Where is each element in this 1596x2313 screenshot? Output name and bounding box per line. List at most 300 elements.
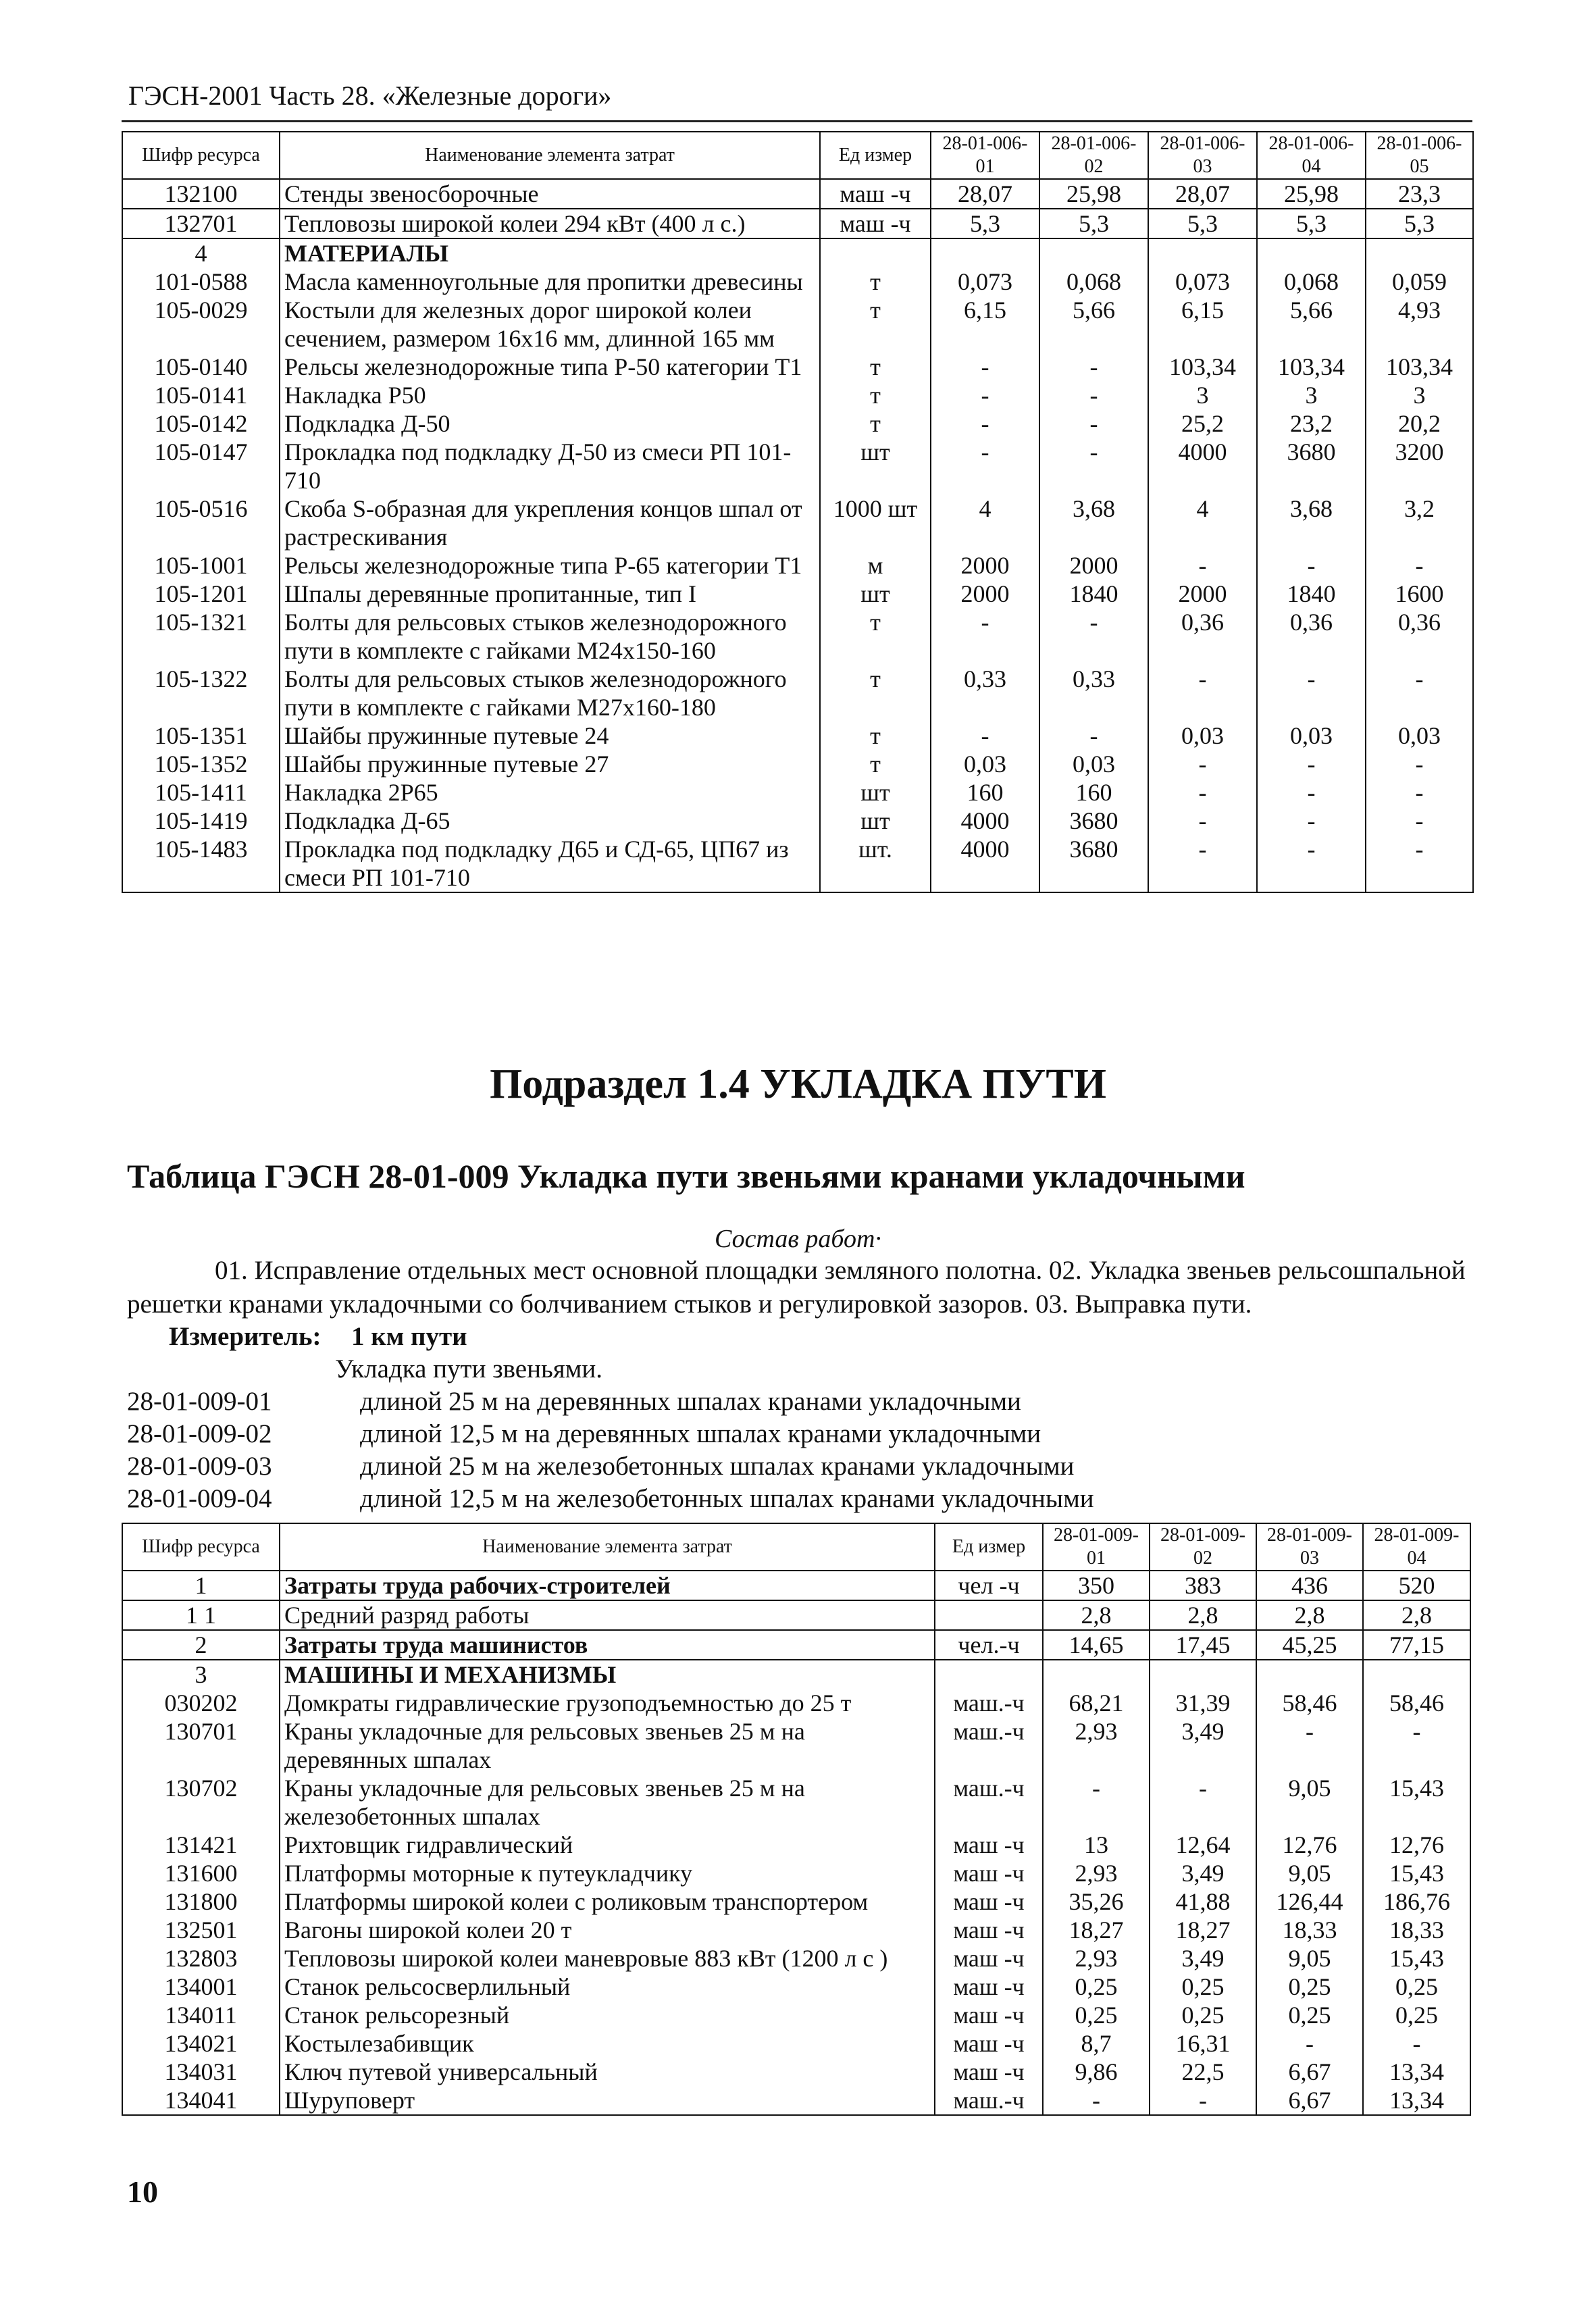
value-cell: - <box>1256 1717 1363 1774</box>
value-cell: 160 <box>1039 778 1148 807</box>
norm-code-item <box>127 1386 1021 1417</box>
value-cell: 186,76 <box>1363 1887 1470 1916</box>
value-cell: 3,2 <box>1366 494 1473 551</box>
value-cell: - <box>1257 665 1366 721</box>
value-cell: 0,25 <box>1150 2001 1256 2029</box>
work-composition-title: Состав работ· <box>715 1225 881 1253</box>
unit-cell: маш.-ч <box>935 1717 1043 1774</box>
value-cell: 4,93 <box>1366 296 1473 353</box>
value-cell: 0,25 <box>1256 1973 1363 2001</box>
norm-code-item <box>127 1419 1041 1449</box>
resource-name-cell: Болты для рельсовых стыков железнодорожного пути в комплекте с гайками М27х160-180 <box>280 665 820 721</box>
value-cell: 2,8 <box>1043 1600 1150 1630</box>
resource-name-cell: МАТЕРИАЛЫ <box>280 238 820 268</box>
value-cell: 18,33 <box>1256 1916 1363 1944</box>
resource-name-cell: Шуруповерт <box>280 2086 935 2115</box>
resource-code-cell: 030202 <box>122 1689 280 1717</box>
value-cell: - <box>1039 608 1148 665</box>
value-cell: 5,3 <box>1148 209 1257 238</box>
value-cell <box>1043 1660 1150 1689</box>
table-row <box>122 1571 1470 1600</box>
header-cell: 28-01-009-02 <box>1150 1523 1256 1571</box>
resource-code-cell: 105-1201 <box>122 580 280 608</box>
value-cell: 3,68 <box>1257 494 1366 551</box>
table-row <box>122 381 1473 409</box>
table-row <box>122 807 1473 835</box>
resource-name-cell: Масла каменноугольные для пропитки древесины <box>280 268 820 296</box>
value-cell: 2000 <box>931 580 1039 608</box>
value-cell: 3,49 <box>1150 1717 1256 1774</box>
value-cell: - <box>1150 1774 1256 1831</box>
table-row <box>122 179 1473 209</box>
norm-code-item <box>127 1451 1075 1481</box>
value-cell: 0,25 <box>1043 1973 1150 2001</box>
resource-code-cell: 105-0141 <box>122 381 280 409</box>
value-cell: 0,33 <box>931 665 1039 721</box>
unit-cell: т <box>820 381 931 409</box>
table-row <box>122 1774 1470 1831</box>
value-cell: 2000 <box>1148 580 1257 608</box>
header-cell: 28-01-009-04 <box>1363 1523 1470 1571</box>
header-cell: Наименование элемента затрат <box>280 132 820 179</box>
resource-name-cell: Болты для рельсовых стыков железнодорожного пути в комплекте с гайками М24х150-160 <box>280 608 820 665</box>
unit-cell: маш.-ч <box>935 1689 1043 1717</box>
unit-cell: шт. <box>820 835 931 892</box>
value-cell: - <box>1039 438 1148 494</box>
value-cell: - <box>1257 750 1366 778</box>
header-cell: 28-01-009-03 <box>1256 1523 1363 1571</box>
resource-code-cell: 105-1419 <box>122 807 280 835</box>
value-cell: 3,68 <box>1039 494 1148 551</box>
unit-cell: т <box>820 268 931 296</box>
page-number: 10 <box>127 2175 158 2209</box>
value-cell: 0,03 <box>1039 750 1148 778</box>
value-cell: - <box>1148 665 1257 721</box>
header-cell: 28-01-006-03 <box>1148 132 1257 179</box>
resource-name-cell: Краны укладочные для рельсовых звеньев 25 м на деревянных шпалах <box>280 1717 935 1774</box>
resource-code-cell: 105-1001 <box>122 551 280 580</box>
value-cell: 0,059 <box>1366 268 1473 296</box>
value-cell: 4000 <box>1148 438 1257 494</box>
value-cell: - <box>1039 381 1148 409</box>
value-cell <box>1363 1660 1470 1689</box>
header-cell: 28-01-009-01 <box>1043 1523 1150 1571</box>
resource-name-cell: Костыли для железных дорог широкой колеи сечением, размером 16х16 мм, длинной 165 мм <box>280 296 820 353</box>
value-cell: - <box>1257 551 1366 580</box>
value-cell: 12,64 <box>1150 1831 1256 1859</box>
resource-code-cell: 131800 <box>122 1887 280 1916</box>
table-row <box>122 2029 1470 2058</box>
value-cell: 4000 <box>931 807 1039 835</box>
value-cell: 0,073 <box>931 268 1039 296</box>
value-cell: 9,86 <box>1043 2058 1150 2086</box>
value-cell: 1840 <box>1039 580 1148 608</box>
unit-cell: маш -ч <box>935 2001 1043 2029</box>
resource-table-009 <box>122 1523 1471 2116</box>
value-cell: 2,93 <box>1043 1859 1150 1887</box>
value-cell: 35,26 <box>1043 1887 1150 1916</box>
resource-name-cell: Вагоны широкой колеи 20 т <box>280 1916 935 1944</box>
resource-code-cell: 105-1411 <box>122 778 280 807</box>
value-cell: 23,2 <box>1257 409 1366 438</box>
value-cell: 9,05 <box>1256 1774 1363 1831</box>
value-cell: 0,25 <box>1256 2001 1363 2029</box>
value-cell: 25,2 <box>1148 409 1257 438</box>
value-cell: 41,88 <box>1150 1887 1256 1916</box>
running-header: ГЭСН-2001 Часть 28. «Железные дороги» <box>128 80 612 111</box>
resource-code-cell: 105-0147 <box>122 438 280 494</box>
value-cell: 20,2 <box>1366 409 1473 438</box>
resource-name-cell: Станок рельсорезный <box>280 2001 935 2029</box>
table-row <box>122 1600 1470 1630</box>
value-cell: 45,25 <box>1256 1630 1363 1660</box>
value-cell: 0,03 <box>1257 721 1366 750</box>
resource-code-cell: 105-0516 <box>122 494 280 551</box>
value-cell: - <box>1257 807 1366 835</box>
unit-cell: маш.-ч <box>935 2086 1043 2115</box>
resource-code-cell: 3 <box>122 1660 280 1689</box>
unit-cell: т <box>820 665 931 721</box>
resource-code-cell: 132100 <box>122 179 280 209</box>
value-cell: 13 <box>1043 1831 1150 1859</box>
unit-cell: чел -ч <box>935 1571 1043 1600</box>
value-cell: 22,5 <box>1150 2058 1256 2086</box>
resource-table-006 <box>122 131 1474 893</box>
value-cell: 0,36 <box>1148 608 1257 665</box>
resource-code-cell: 101-0588 <box>122 268 280 296</box>
header-rule <box>122 120 1472 122</box>
value-cell: 2,93 <box>1043 1944 1150 1973</box>
table-title: Таблица ГЭСН 28-01-009 Укладка пути звеньями кранами укладочными <box>127 1157 1245 1195</box>
unit-cell: м <box>820 551 931 580</box>
resource-code-cell: 130702 <box>122 1774 280 1831</box>
norm-code-item <box>127 1483 1094 1514</box>
value-cell: 28,07 <box>1148 179 1257 209</box>
unit-cell: маш -ч <box>935 1859 1043 1887</box>
table-row <box>122 409 1473 438</box>
value-cell: - <box>1363 1717 1470 1774</box>
unit-cell <box>820 238 931 268</box>
value-cell: - <box>1148 551 1257 580</box>
header-cell: Шифр ресурса <box>122 132 280 179</box>
value-cell: 77,15 <box>1363 1630 1470 1660</box>
value-cell: - <box>931 409 1039 438</box>
resource-code-cell: 2 <box>122 1630 280 1660</box>
value-cell: 103,34 <box>1366 353 1473 381</box>
value-cell: 13,34 <box>1363 2086 1470 2115</box>
value-cell: 6,67 <box>1256 2086 1363 2115</box>
table-row <box>122 1689 1470 1717</box>
value-cell: 15,43 <box>1363 1944 1470 1973</box>
value-cell: 0,36 <box>1257 608 1366 665</box>
table-row <box>122 721 1473 750</box>
value-cell: 18,27 <box>1150 1916 1256 1944</box>
resource-name-cell: Прокладка под подкладку Д65 и СД-65, ЦП67 из смеси РП 101-710 <box>280 835 820 892</box>
resource-name-cell: Затраты труда машинистов <box>280 1630 935 1660</box>
table-row <box>122 665 1473 721</box>
value-cell: 5,3 <box>931 209 1039 238</box>
unit-cell: т <box>820 409 931 438</box>
resource-name-cell: Стенды звеносборочные <box>280 179 820 209</box>
value-cell: - <box>931 381 1039 409</box>
resource-name-cell: Рихтовщик гидравлический <box>280 1831 935 1859</box>
value-cell: - <box>1043 2086 1150 2115</box>
resource-code-cell: 105-0140 <box>122 353 280 381</box>
value-cell: 17,45 <box>1150 1630 1256 1660</box>
value-cell: 350 <box>1043 1571 1150 1600</box>
table-row <box>122 1973 1470 2001</box>
norm-code: 28-01-009-03 <box>127 1452 272 1481</box>
resource-name-cell: Платформы моторные к путеукладчику <box>280 1859 935 1887</box>
unit-cell <box>935 1660 1043 1689</box>
table-row <box>122 353 1473 381</box>
value-cell: 14,65 <box>1043 1630 1150 1660</box>
value-cell: - <box>931 608 1039 665</box>
value-cell <box>1148 238 1257 268</box>
value-cell: 2000 <box>1039 551 1148 580</box>
table-row <box>122 1660 1470 1689</box>
resource-name-cell: Средний разряд работы <box>280 1600 935 1630</box>
table-row <box>122 1717 1470 1774</box>
value-cell: 103,34 <box>1257 353 1366 381</box>
header-cell: 28-01-006-01 <box>931 132 1039 179</box>
subsection-title: Подраздел 1.4 УКЛАДКА ПУТИ <box>490 1061 1106 1107</box>
value-cell <box>1150 1660 1256 1689</box>
resource-code-cell: 4 <box>122 238 280 268</box>
unit-cell: т <box>820 750 931 778</box>
resource-code-cell: 1 1 <box>122 1600 280 1630</box>
resource-name-cell: Затраты труда рабочих-строителей <box>280 1571 935 1600</box>
value-cell: - <box>1366 778 1473 807</box>
resource-code-cell: 134031 <box>122 2058 280 2086</box>
header-cell: Ед измер <box>935 1523 1043 1571</box>
value-cell: 6,15 <box>1148 296 1257 353</box>
value-cell: 0,068 <box>1039 268 1148 296</box>
unit-cell: т <box>820 608 931 665</box>
meter-label: Измеритель: <box>169 1322 321 1351</box>
value-cell: 6,15 <box>931 296 1039 353</box>
value-cell: 2,93 <box>1043 1717 1150 1774</box>
resource-code-cell: 132701 <box>122 209 280 238</box>
resource-code-cell: 132501 <box>122 1916 280 1944</box>
value-cell: - <box>931 353 1039 381</box>
unit-cell: маш -ч <box>935 1944 1043 1973</box>
table-row <box>122 608 1473 665</box>
unit-cell: т <box>820 296 931 353</box>
value-cell: 12,76 <box>1256 1831 1363 1859</box>
resource-code-cell: 132803 <box>122 1944 280 1973</box>
value-cell: - <box>1148 835 1257 892</box>
unit-cell: шт <box>820 778 931 807</box>
resource-name-cell: Тепловозы широкой колеи маневровые 883 кВт (1200 л с ) <box>280 1944 935 1973</box>
norm-description: длиной 25 м на деревянных шпалах кранами укладочными <box>360 1387 1021 1416</box>
value-cell: 4 <box>1148 494 1257 551</box>
value-cell: 436 <box>1256 1571 1363 1600</box>
value-cell: 2,8 <box>1150 1600 1256 1630</box>
table-row <box>122 2001 1470 2029</box>
value-cell: 13,34 <box>1363 2058 1470 2086</box>
table-row <box>122 2086 1470 2115</box>
table-row <box>122 296 1473 353</box>
resource-code-cell: 131600 <box>122 1859 280 1887</box>
resource-name-cell: Шпалы деревянные пропитанные, тип I <box>280 580 820 608</box>
header-cell: 28-01-006-02 <box>1039 132 1148 179</box>
table-row <box>122 1831 1470 1859</box>
value-cell: 5,66 <box>1257 296 1366 353</box>
header-cell: Наименование элемента затрат <box>280 1523 935 1571</box>
value-cell: 3680 <box>1039 835 1148 892</box>
value-cell <box>1366 238 1473 268</box>
resource-code-cell: 105-1483 <box>122 835 280 892</box>
value-cell: - <box>1148 807 1257 835</box>
value-cell: 5,3 <box>1366 209 1473 238</box>
resource-code-cell: 134001 <box>122 1973 280 2001</box>
value-cell: - <box>1150 2086 1256 2115</box>
unit-cell: чел.-ч <box>935 1630 1043 1660</box>
resource-code-cell: 1 <box>122 1571 280 1600</box>
value-cell: 1840 <box>1257 580 1366 608</box>
value-cell: 15,43 <box>1363 1774 1470 1831</box>
table-header-row <box>122 1523 1470 1571</box>
value-cell: 383 <box>1150 1571 1256 1600</box>
value-cell: - <box>1366 807 1473 835</box>
value-cell: 0,33 <box>1039 665 1148 721</box>
table-row <box>122 238 1473 268</box>
value-cell: 0,03 <box>1366 721 1473 750</box>
value-cell: 520 <box>1363 1571 1470 1600</box>
table-row <box>122 494 1473 551</box>
value-cell: 0,36 <box>1366 608 1473 665</box>
value-cell: 25,98 <box>1257 179 1366 209</box>
value-cell: - <box>1039 721 1148 750</box>
value-cell <box>931 238 1039 268</box>
unit-cell: шт <box>820 580 931 608</box>
resource-code-cell: 105-1321 <box>122 608 280 665</box>
value-cell: 3,49 <box>1150 1859 1256 1887</box>
unit-cell <box>935 1600 1043 1630</box>
header-cell: Шифр ресурса <box>122 1523 280 1571</box>
resource-code-cell: 105-1352 <box>122 750 280 778</box>
value-cell: - <box>931 438 1039 494</box>
value-cell: 3680 <box>1257 438 1366 494</box>
value-cell: - <box>1363 2029 1470 2058</box>
table-row <box>122 778 1473 807</box>
table-row <box>122 580 1473 608</box>
value-cell: 2,8 <box>1363 1600 1470 1630</box>
resource-name-cell: Подкладка Д-65 <box>280 807 820 835</box>
norm-code: 28-01-009-04 <box>127 1484 272 1513</box>
value-cell: 4000 <box>931 835 1039 892</box>
table-row <box>122 1630 1470 1660</box>
value-cell: 3,49 <box>1150 1944 1256 1973</box>
resource-name-cell: Рельсы железнодорожные типа Р-65 категории Т1 <box>280 551 820 580</box>
value-cell: 23,3 <box>1366 179 1473 209</box>
laying-title: Укладка пути звеньями. <box>335 1354 602 1383</box>
resource-name-cell: Подкладка Д-50 <box>280 409 820 438</box>
value-cell: 3 <box>1257 381 1366 409</box>
norm-description: длиной 12,5 м на деревянных шпалах кранами укладочными <box>360 1419 1041 1448</box>
value-cell: 0,03 <box>1148 721 1257 750</box>
value-cell: - <box>1366 551 1473 580</box>
unit-cell: 1000 шт <box>820 494 931 551</box>
unit-cell: маш -ч <box>935 1887 1043 1916</box>
resource-name-cell: Тепловозы широкой колеи 294 кВт (400 л с.) <box>280 209 820 238</box>
value-cell: 0,25 <box>1043 2001 1150 2029</box>
resource-code-cell: 105-1351 <box>122 721 280 750</box>
value-cell: 58,46 <box>1256 1689 1363 1717</box>
value-cell: 4 <box>931 494 1039 551</box>
resource-name-cell: Домкраты гидравлические грузоподъемностью до 25 т <box>280 1689 935 1717</box>
resource-name-cell: Краны укладочные для рельсовых звеньев 25 м на железобетонных шпалах <box>280 1774 935 1831</box>
value-cell: 5,3 <box>1039 209 1148 238</box>
header-cell: 28-01-006-05 <box>1366 132 1473 179</box>
value-cell: - <box>1148 778 1257 807</box>
value-cell: - <box>1043 1774 1150 1831</box>
value-cell: 103,34 <box>1148 353 1257 381</box>
resource-name-cell: Шайбы пружинные путевые 24 <box>280 721 820 750</box>
resource-code-cell: 105-1322 <box>122 665 280 721</box>
resource-name-cell: Платформы широкой колеи с роликовым транспортером <box>280 1887 935 1916</box>
value-cell: 126,44 <box>1256 1887 1363 1916</box>
meter-value: 1 км пути <box>351 1322 467 1351</box>
value-cell: - <box>1257 835 1366 892</box>
unit-cell: шт <box>820 807 931 835</box>
unit-cell: маш -ч <box>820 179 931 209</box>
table-row <box>122 1887 1470 1916</box>
value-cell: 0,25 <box>1150 1973 1256 2001</box>
table-header-row <box>122 132 1473 179</box>
unit-cell: шт <box>820 438 931 494</box>
value-cell: - <box>1366 835 1473 892</box>
resource-code-cell: 105-0029 <box>122 296 280 353</box>
value-cell: - <box>1039 409 1148 438</box>
header-cell: 28-01-006-04 <box>1257 132 1366 179</box>
norm-description: длиной 25 м на железобетонных шпалах кранами укладочными <box>360 1452 1075 1481</box>
table-row <box>122 551 1473 580</box>
resource-name-cell: Ключ путевой универсальный <box>280 2058 935 2086</box>
value-cell: 0,068 <box>1257 268 1366 296</box>
value-cell: 0,25 <box>1363 1973 1470 2001</box>
header-cell: Ед измер <box>820 132 931 179</box>
unit-cell: маш -ч <box>935 2058 1043 2086</box>
value-cell: 18,27 <box>1043 1916 1150 1944</box>
resource-name-cell: Прокладка под подкладку Д-50 из смеси РП 101-710 <box>280 438 820 494</box>
value-cell: - <box>1256 2029 1363 2058</box>
value-cell: 28,07 <box>931 179 1039 209</box>
norm-code: 28-01-009-01 <box>127 1387 272 1416</box>
value-cell: 0,03 <box>931 750 1039 778</box>
unit-cell: маш -ч <box>935 1831 1043 1859</box>
value-cell: 25,98 <box>1039 179 1148 209</box>
resource-name-cell: Станок рельсосверлильный <box>280 1973 935 2001</box>
resource-code-cell: 134041 <box>122 2086 280 2115</box>
unit-cell: т <box>820 353 931 381</box>
unit-cell: маш -ч <box>935 2029 1043 2058</box>
value-cell <box>1257 238 1366 268</box>
resource-name-cell: Накладка 2Р65 <box>280 778 820 807</box>
resource-code-cell: 134021 <box>122 2029 280 2058</box>
value-cell: 9,05 <box>1256 1859 1363 1887</box>
norm-description: длиной 12,5 м на железобетонных шпалах кранами укладочными <box>360 1484 1094 1513</box>
value-cell: 3 <box>1148 381 1257 409</box>
table-row <box>122 1944 1470 1973</box>
value-cell: - <box>1366 665 1473 721</box>
unit-cell: маш -ч <box>935 1916 1043 1944</box>
resource-name-cell: Костылезабивщик <box>280 2029 935 2058</box>
value-cell: 3200 <box>1366 438 1473 494</box>
resource-name-cell: Скоба S-образная для укрепления концов шпал от растрескивания <box>280 494 820 551</box>
value-cell: - <box>931 721 1039 750</box>
